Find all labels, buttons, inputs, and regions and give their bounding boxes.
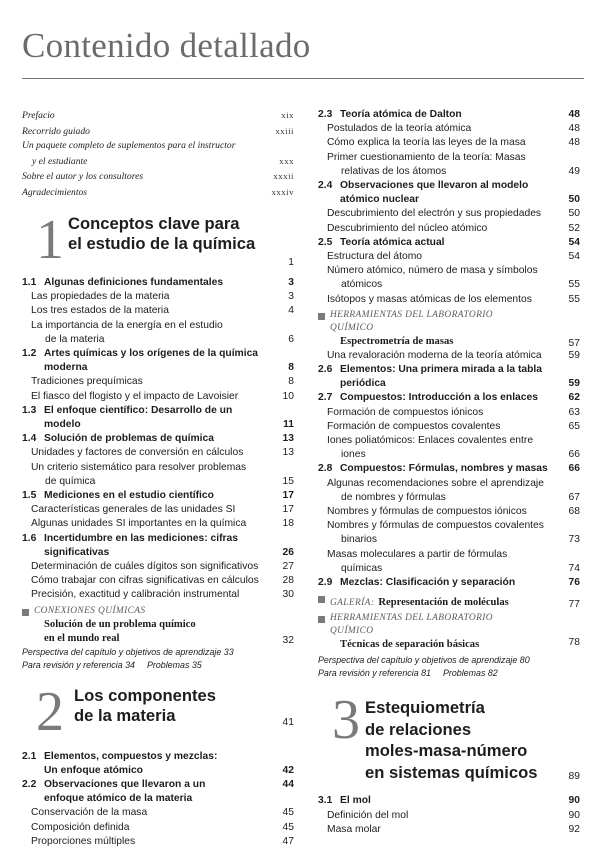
left-column: [22, 108, 294, 849]
toc-entry[interactable]: Una revaloración moderna de la teoría atómica 59: [327, 349, 580, 361]
toc-entry[interactable]: Composición definida 45: [31, 821, 294, 833]
chapter-review[interactable]: Para revisión y referencia 81 Problemas 82: [318, 668, 498, 679]
toc-entry[interactable]: La importancia de la energía en el estudio de la materia 6: [31, 319, 294, 345]
fm-row[interactable]: y el estudiante xxx: [32, 155, 294, 167]
chapter-title: Los componentes de la materia: [74, 685, 216, 725]
toc-section[interactable]: 2.6 Elementos: Una primera mirada a la tabla periódica 59: [318, 364, 580, 390]
page-title: Contenido detallado: [22, 26, 311, 65]
toc-entry[interactable]: Masa molar 92: [327, 823, 580, 835]
box-square-icon: [318, 616, 325, 623]
chapter-perspective[interactable]: Perspectiva del capítulo y objetivos de aprendizaje 80: [318, 655, 530, 666]
toc-entry[interactable]: Determinación de cuáles dígitos son significativos 27: [31, 561, 294, 573]
toc-entry[interactable]: Algunas unidades SI importantes en la química 18: [31, 518, 294, 530]
toc-entry[interactable]: Las propiedades de la materia 3: [31, 291, 294, 303]
chapter-title: Estequiometría de relaciones moles-masa-número en sistemas químicos: [365, 698, 538, 782]
fm-row[interactable]: Recorrido guiado xxiii: [22, 125, 294, 137]
toc-entry[interactable]: Nombres y fórmulas de compuestos iónicos 68: [327, 506, 580, 518]
toc-section[interactable]: 1.2 Artes químicas y los orígenes de la química moderna 8: [22, 348, 294, 374]
toc-entry[interactable]: Estructura del átomo 54: [327, 251, 580, 263]
chapter-perspective[interactable]: Perspectiva del capítulo y objetivos de aprendizaje 33: [22, 646, 234, 657]
toc-section[interactable]: 2.7 Compuestos: Introducción a los enlaces 62: [318, 392, 580, 404]
toc-entry[interactable]: Proporciones múltiples 47: [31, 835, 294, 847]
fm-row[interactable]: Un paquete completo de suplementos para el instructor: [22, 140, 236, 151]
chapter-number: 3: [332, 689, 360, 752]
chapter-3-heading[interactable]: [318, 689, 580, 788]
toc-entry[interactable]: Algunas recomendaciones sobre el aprendizaje de nombres y fórmulas 67: [327, 477, 580, 503]
toc-section[interactable]: 2.3 Teoría atómica de Dalton 48: [318, 109, 580, 120]
toc-entry[interactable]: El fiasco del flogisto y el impacto de Lavoisier 10: [31, 390, 294, 402]
toc-section[interactable]: 2.5 Teoría atómica actual 54: [318, 236, 580, 248]
toc-section[interactable]: 1.6 Incertidumbre en las mediciones: cifras significativas 26: [22, 532, 294, 558]
toc-entry[interactable]: Cómo trabajar con cifras significativas en cálculos 28: [31, 575, 294, 587]
toc-entry[interactable]: Descubrimiento del núcleo atómico 52: [327, 222, 580, 234]
toc-section[interactable]: 1.4 Solución de problemas de química 13: [22, 433, 294, 445]
toc-section[interactable]: 1.5 Mediciones en el estudio científico 17: [22, 490, 294, 502]
toc-entry[interactable]: Características generales de las unidades SI 17: [31, 504, 294, 516]
toc-entry[interactable]: Un criterio sistemático para resolver problemas de química 15: [31, 461, 294, 487]
box-square-icon: [318, 596, 325, 603]
toc-entry[interactable]: Precisión, exactitud y calibración instrumental 30: [31, 589, 294, 601]
toc-entry[interactable]: Primer cuestionamiento de la teoría: Masas relativas de los átomos 49: [327, 151, 580, 177]
toc-entry[interactable]: Formación de compuestos iónicos 63: [327, 406, 580, 418]
feature-box[interactable]: CONEXIONES QUÍMICAS Solución de un problema químico en el mundo real 32: [22, 605, 294, 646]
chapter-1-heading[interactable]: [22, 209, 294, 276]
toc-section[interactable]: 2.1 Elementos, compuestos y mezclas: Un enfoque atómico 42: [22, 750, 294, 776]
toc-entry[interactable]: Formación de compuestos covalentes 65: [327, 420, 580, 432]
toc-entry[interactable]: Iones poliatómicos: Enlaces covalentes entre iones 66: [327, 435, 580, 461]
toc-entry[interactable]: Número atómico, número de masa y símbolos atómicos 55: [327, 265, 580, 291]
toc-entry[interactable]: Nombres y fórmulas de compuestos covalentes binarios 73: [327, 520, 580, 546]
fm-row[interactable]: Agradecimientos xxxiv: [22, 186, 294, 198]
toc-section[interactable]: 2.2 Observaciones que llevaron a un enfoque atómico de la materia 44: [22, 779, 294, 805]
toc-entry[interactable]: Los tres estados de la materia 4: [31, 305, 294, 317]
fm-row[interactable]: Sobre el autor y los consultores xxxii: [22, 171, 294, 182]
toc-section[interactable]: 2.8 Compuestos: Fórmulas, nombres y masas 66: [318, 463, 580, 475]
front-matter: [22, 108, 294, 200]
chapter-2-heading[interactable]: [22, 680, 294, 750]
toc-section[interactable]: 3.1 El mol 90: [318, 795, 580, 807]
toc-entry[interactable]: Conservación de la masa 45: [31, 807, 294, 819]
chapter-page: 1: [288, 257, 294, 268]
toc-entry[interactable]: Isótopos y masas atómicas de los elementos 55: [327, 293, 580, 305]
right-column: [318, 108, 580, 837]
box-square-icon: [318, 313, 325, 320]
chapter-number: 1: [36, 209, 64, 271]
fm-row[interactable]: Prefacio xix: [22, 110, 294, 121]
chapter-page: 41: [282, 716, 294, 728]
feature-box[interactable]: GALERÍA: Representación de moléculas 77: [318, 592, 580, 610]
toc-entry[interactable]: Postulados de la teoría atómica 48: [327, 123, 580, 135]
toc-entry[interactable]: Masas moleculares a partir de fórmulas químicas 74: [327, 548, 580, 574]
toc-section[interactable]: 1.1 Algunas definiciones fundamentales 3: [22, 277, 294, 288]
toc-section[interactable]: 2.4 Observaciones que llevaron al modelo atómico nuclear 50: [318, 180, 580, 206]
chapter-title: Conceptos clave para el estudio de la química: [68, 214, 256, 253]
toc-entry[interactable]: Unidades y factores de conversión en cálculos 13: [31, 447, 294, 459]
toc-entry[interactable]: Cómo explica la teoría las leyes de la masa 48: [327, 137, 580, 149]
toc-entry[interactable]: Tradiciones prequímicas 8: [31, 376, 294, 388]
chapter-number: 2: [36, 680, 64, 743]
title-rule: [22, 78, 584, 79]
toc-section[interactable]: 1.3 El enfoque científico: Desarrollo de un modelo 11: [22, 404, 294, 431]
chapter-review[interactable]: Para revisión y referencia 34 Problemas 35: [22, 659, 202, 670]
feature-box[interactable]: HERRAMIENTAS DEL LABORATORIO QUÍMICO Técnicas de separación básicas 78: [318, 612, 580, 652]
chapter-page: 89: [568, 771, 580, 783]
box-square-icon: [22, 609, 29, 616]
toc-entry[interactable]: Descubrimiento del electrón y sus propiedades 50: [327, 208, 580, 220]
feature-box[interactable]: HERRAMIENTAS DEL LABORATORIO QUÍMICO Espectrometría de masas 57: [318, 309, 580, 349]
toc-section[interactable]: 2.9 Mezclas: Clasificación y separación 76: [318, 577, 580, 589]
toc-entry[interactable]: Definición del mol 90: [327, 809, 580, 821]
